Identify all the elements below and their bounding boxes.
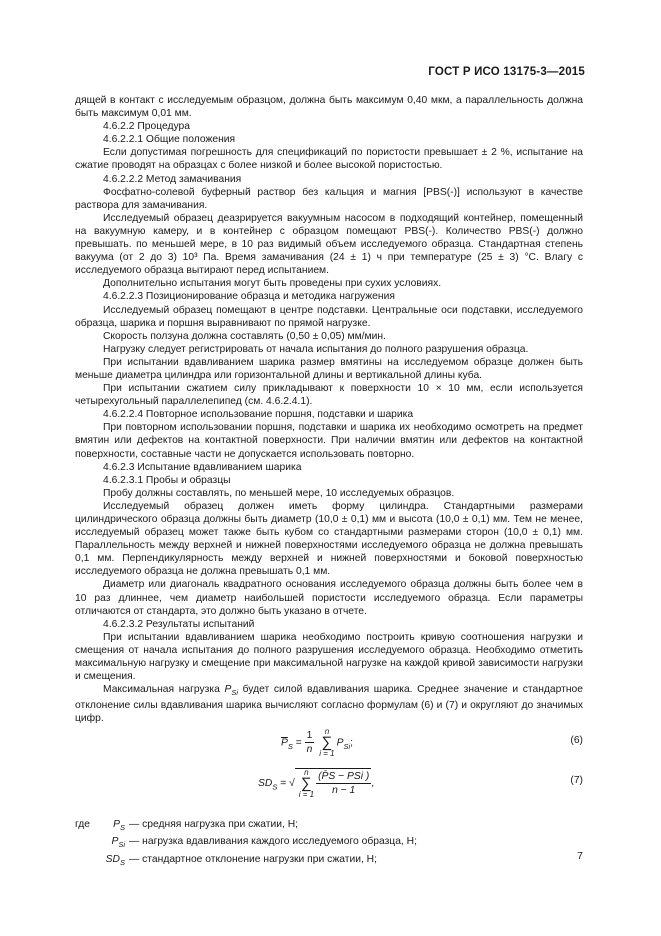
sum-lower: i = 1 (319, 748, 335, 758)
legend-symbol-main: P (111, 836, 119, 848)
legend-symbol-main: SD (105, 853, 120, 865)
formula-number: (6) (570, 734, 583, 746)
paragraph: дящей в контакт с исследуемым образцом, должна быть максимум 0,40 мкм, а параллельность должна быть максимум 0,01 мм. (75, 95, 583, 120)
paragraph: Исследуемый образец должен иметь форму цилиндра. Стандартными размерами цилиндрического образца должны быть диаметр (10,0 ± 0,1) мм и высота (10,0 ± 0,1) мм. Тем не менее, исследуемый образец может также быть кубом со стандартными размерами сторон (10,0 ± 0,1) мм. Параллельность между верхней и нижней поверхностями исследуемого образца не должна превышать 0,1 мм. Перпендикулярность между верхней и нижней поверхностями и боковой поверхностью исследуемого образца не должна превышать 0,1 мм. (75, 500, 583, 578)
section-heading: 4.6.2.2.4 Повторное использование поршня, подставки и шарика (103, 409, 414, 421)
formula-7 (75, 768, 583, 812)
paragraph: Исследуемый образец деазрируется вакуумным насосом в подходящий контейнер, помещенный на вакуумную камеру, и в контейнер с образцом помещают PBS(-). Количество PBS(-) должно превышать. по меньшей мере, в 10 раз видимый объем исследуемого образца. Стандартная степень вакуума (от 2 до 3) 10³ Па. Время замачивания (24 ± 1) ч при температуре (25 ± 3) °С. Влагу с исследуемого образца вытирают перед испытанием. (75, 212, 583, 277)
legend-symbol-sub: S (119, 857, 125, 867)
paragraph: Дополнительно испытания могут быть проведены при сухих условиях. (103, 278, 442, 290)
paragraph: Нагрузку следует регистрировать от начала испытания до полного разрушения образца. (103, 343, 529, 355)
legend-symbol-main: P (113, 818, 120, 830)
formula-number: (7) (570, 774, 583, 786)
sum-upper: n (304, 767, 309, 777)
text-segment: будет силой вдавливания шарика. Среднее значение и стандартное отклонение силы вдавливания шарика вычисляют согласно формулам (6) и (7) и округляют до значимых цифр. (75, 684, 584, 725)
legend-symbol-sub: Si (118, 840, 125, 850)
section-heading: 4.6.2.3 Испытание вдавливанием шарика (103, 461, 302, 473)
paragraph-max-load (75, 683, 583, 725)
legend-text: — стандартное отклонение нагрузки при сжатии, Н; (129, 853, 377, 865)
fraction-denominator: n − 1 (332, 785, 356, 797)
section-heading: 4.6.2.2 Процедура (103, 121, 190, 133)
legend-row (75, 835, 583, 853)
formula-6-expression: $\overline{P}_S$ = $\frac{1}{n}$ n ∑ $i = 1P_{Si}$; (281, 726, 354, 758)
legend-text: — нагрузка вдавливания каждого исследуемого образца, Н; (129, 836, 417, 848)
page-number: 7 (577, 850, 583, 862)
sum-operator: n ∑ i = 1 (298, 767, 315, 799)
paragraph: При испытании сжатием силу прикладывают к поверхности 10 × 10 мм, если используется четырехугольный параллелепипед (см. 4.6.2.4.1). (75, 383, 583, 408)
section-heading: 4.6.2.3.2 Результаты испытаний (103, 618, 255, 630)
fraction-denominator: n (306, 744, 313, 756)
paragraph: При испытании вдавливанием шарика размер вмятины на исследуемом образце должен быть меньше диаметра цилиндра или горизонтальной длины и вертикальной длины куба. (75, 356, 583, 381)
fraction-numerator: (P̄S − PSi ) (316, 770, 371, 784)
formula-lhs-sub: S (287, 741, 293, 751)
legend-symbol (95, 853, 129, 871)
paragraph: При испытании вдавливанием шарика необходимо построить кривую соотношения нагрузки и смещения от начала испытания до полного разрушения исследуемого образца. Необходимо отметить максимальную нагрузку и смещение при максимальной нагрузке на каждой кривой зависимости нагрузки и смещения. (75, 631, 583, 683)
section-heading: 4.6.2.3.1 Пробы и образцы (103, 474, 231, 486)
sum-operator: n ∑ i = 1 (319, 726, 335, 758)
formula-tail: ; (350, 737, 354, 749)
paragraph: Фосфатно-солевой буферный раствор без кальция и магния [PBS(-)] используют в качестве раствора для замачивания. (75, 186, 583, 211)
symbol-sub: Si (231, 688, 239, 698)
formula-7-expression: $SD_S = √n$ ∑ i = 1 $\frac{\text{(P̄S − PSi )}}{n - 1}$ , (258, 767, 375, 799)
paragraph: Пробу должны составлять, по меньшей мере, 10 исследуемых образцов. (103, 487, 455, 499)
formula-lhs: SD (258, 777, 273, 789)
paragraph: Исследуемый образец помещают в центре подставки. Центральные оси подставки, исследуемого образца, шарика и поршня выравнивают по прямой нагрузке. (75, 304, 583, 329)
formula-6 (75, 728, 583, 766)
standard-header: ГОСТ Р ИСО 13175-3—2015 (428, 66, 585, 78)
paragraph: Диаметр или диагональ квадратного основания исследуемого образца должны быть более чем в 10 раз длиннее, чем диаметр наибольшей пористости исследуемого образца. Если параметры отличаются от стандарта, это должно быть указано в отчете. (75, 579, 583, 617)
sum-lower: i = 1 (298, 789, 315, 799)
square-root (295, 767, 375, 799)
paragraph: При повторном использовании поршня, подставки и шарика их необходимо осмотреть на предмет вмятин или дефектов на контактной поверхности. При наличии вмятин или дефектов на контактной поверхности, составные части не допускается использовать повторно. (75, 422, 583, 460)
formula-term-sub: Si (343, 741, 351, 751)
document-body (75, 94, 583, 870)
legend-row (75, 818, 583, 836)
fraction (305, 729, 315, 756)
paragraph: Скорость ползуна должна составлять (0,50 ± 0,05) мм/мин. (103, 330, 386, 342)
paragraphs (75, 94, 583, 683)
legend-text: — средняя нагрузка при сжатии, Н; (129, 818, 299, 830)
legend-symbol (95, 835, 129, 853)
legend-row (75, 853, 583, 871)
symbol-legend (75, 818, 583, 871)
text-segment: Максимальная нагрузка (103, 684, 225, 696)
formula-tail: , (371, 777, 375, 789)
legend-prefix (75, 853, 95, 871)
legend-symbol-sub: S (119, 822, 125, 832)
legend-prefix: где (75, 818, 91, 830)
section-heading: 4.6.2.2.2 Метод замачивания (103, 173, 242, 185)
fraction-numerator: 1 (305, 729, 315, 743)
section-heading: 4.6.2.2.1 Общие положения (103, 134, 236, 146)
formula-lhs: $\overline{P}$ (281, 737, 288, 749)
legend-prefix (75, 835, 95, 853)
sum-upper: n (324, 726, 330, 736)
formula-lhs-sub: S (272, 781, 278, 791)
section-heading: 4.6.2.2.3 Позиционирование образца и методика нагружения (103, 291, 395, 303)
paragraph: Если допустимая погрешность для спецификаций по пористости превышает ± 2 %, испытание на сжатие проводят на образцах с более низкой и более высокой пористостью. (75, 147, 583, 172)
fraction (316, 770, 371, 797)
formula-term: P (336, 737, 344, 749)
legend-symbol (95, 818, 129, 836)
symbol-p: P (224, 684, 232, 696)
